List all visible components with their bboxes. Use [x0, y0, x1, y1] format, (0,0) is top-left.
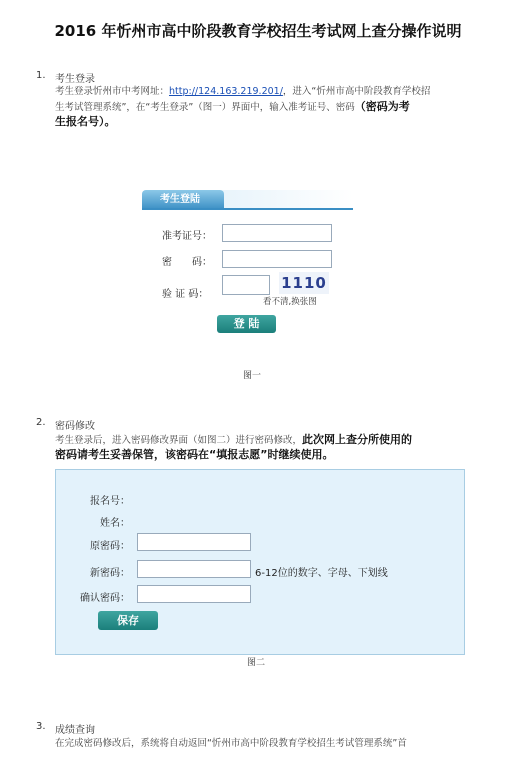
section-2-bold-2: 密码请考生妥善保管，该密码在“填报志愿”时继续使用。 [55, 448, 334, 461]
section-1-number: 1. [36, 70, 46, 81]
password-label: 密 码： [162, 257, 212, 268]
section-1-line-1-pre: 考生登录忻州市中考网址： [55, 86, 170, 97]
new-password-input[interactable] [137, 560, 251, 578]
section-1-line-1 [55, 84, 485, 99]
section-2-number: 2. [36, 417, 46, 428]
exam-site-link[interactable]: http://124.163.219.201/ [169, 86, 283, 97]
login-button[interactable]: 登 陆 [217, 315, 276, 333]
section-3-heading: 成绩查询 [55, 725, 95, 736]
page-title: 2016 年忻州市高中阶段教育学校招生考试网上查分操作说明 [54, 22, 462, 40]
figure-1-caption: 图一 [243, 371, 262, 381]
section-2-line-2 [55, 447, 333, 463]
confirm-password-input[interactable] [137, 585, 251, 603]
section-1-line-2 [55, 99, 495, 115]
name-label: 姓名： [100, 518, 130, 529]
section-3-number: 3. [36, 721, 46, 732]
section-1-bold-2: 生报名号）。 [55, 115, 116, 128]
save-button[interactable]: 保存 [98, 611, 158, 630]
figure-2-caption: 图二 [247, 658, 266, 668]
section-1-line-1-post: ，进入“忻州市高中阶段教育学校招 [282, 86, 431, 97]
section-2-line-1-pre: 考生登录后，进入密码修改界面（如图二）进行密码修改， [55, 435, 303, 446]
login-tab: 考生登陆 [142, 190, 224, 210]
exam-id-label: 准考证号： [162, 231, 212, 242]
login-header-divider [142, 208, 353, 210]
confirm-password-label: 确认密码： [80, 593, 130, 604]
reg-no-label: 报名号： [90, 496, 130, 507]
section-2-line-1 [55, 432, 495, 448]
login-header-bar [222, 190, 353, 208]
old-password-label: 原密码： [90, 541, 130, 552]
section-1-line-3 [55, 114, 116, 130]
captcha-image[interactable]: 1110 [279, 272, 329, 294]
exam-id-input[interactable] [222, 224, 332, 242]
section-1-bold-1: （密码为考 [354, 100, 410, 113]
new-password-hint: 6-12位的数字、字母、下划线 [255, 568, 388, 579]
section-1-line-2-pre: 生考试管理系统”，在“考生登录”（图一）界面中，输入准考证号、密码 [55, 102, 355, 113]
captcha-refresh-link[interactable]: 看不清,换张图 [263, 297, 317, 307]
section-1-heading: 考生登录 [55, 74, 95, 85]
section-3-line-1: 在完成密码修改后，系统将自动返回“忻州市高中阶段教育学校招生考试管理系统”首 [55, 738, 407, 749]
old-password-input[interactable] [137, 533, 251, 551]
captcha-label: 验 证 码： [162, 289, 209, 300]
captcha-input[interactable] [222, 275, 270, 295]
password-input[interactable] [222, 250, 332, 268]
section-2-heading: 密码修改 [55, 421, 95, 432]
new-password-label: 新密码： [90, 568, 130, 579]
section-2-bold-1: 此次网上查分所使用的 [302, 433, 413, 446]
